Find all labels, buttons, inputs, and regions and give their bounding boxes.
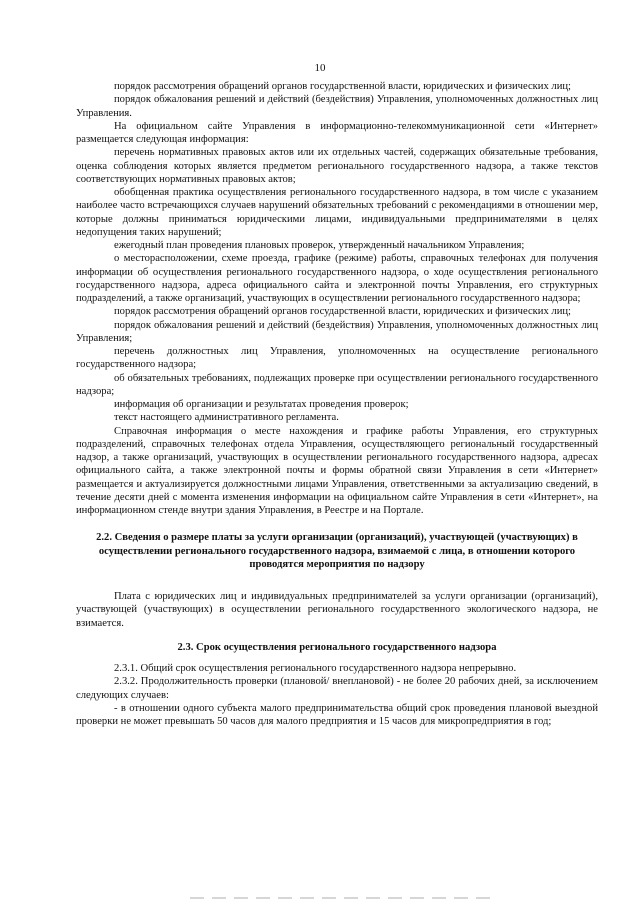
section-heading-2-3: 2.3. Срок осуществления регионального государственного надзора	[177, 641, 497, 653]
paragraph: порядок обжалования решений и действий (бездействия) Управления, уполномоченных должностных лиц Управления;	[76, 319, 598, 344]
paragraph: На официальном сайте Управления в информационно-телекоммуникационной сети «Интернет» размещается следующая информация:	[76, 120, 598, 145]
paragraph: об обязательных требованиях, подлежащих проверке при осуществлении регионального государственного надзора;	[76, 372, 598, 397]
paragraph: перечень нормативных правовых актов или их отдельных частей, содержащих обязательные требования, оценка соблюдения которых является предметом регионального государственного надзора, а также текстов соответствующих нормативных правовых актов;	[76, 147, 598, 185]
paragraph: информация об организации и результатах проведения проверок;	[114, 399, 409, 410]
paragraph: 2.3.1. Общий срок осуществления регионального государственного надзора непрерывно.	[114, 663, 517, 674]
paragraph: 2.3.2. Продолжительность проверки (плановой/ внеплановой) - не более 20 рабочих дней, за исключением следующих случаев:	[76, 676, 598, 701]
paragraph: порядок обжалования решений и действий (бездействия) Управления, уполномоченных должностных лиц Управления.	[76, 94, 598, 119]
document-body	[76, 80, 598, 728]
paragraph: перечень должностных лиц Управления, уполномоченных на осуществление регионального государственного надзора;	[76, 346, 598, 371]
paragraph: ежегодный план проведения плановых проверок, утвержденный начальником Управления;	[114, 240, 525, 251]
paragraph: порядок рассмотрения обращений органов государственной власти, юридических и физических лиц;	[114, 81, 571, 92]
scan-artifact	[190, 897, 490, 899]
paragraph: Плата с юридических лиц и индивидуальных предпринимателей за услуги организации (организаций), участвующей (участвующих) в осуществлении регионального государственного экологического надзора, не взимается.	[76, 591, 598, 629]
paragraph: о месторасположении, схеме проезда, графике (режиме) работы, справочных телефонах для получения информации об осуществления регионального государственного надзора, о ходе осуществления регионального государственного надзора, адреса официального сайта и электронной почты Управления, его структурных подразделений, а также организаций, участвующих в осуществлении регионального государственного надзора;	[76, 253, 598, 304]
section-heading-2-2: 2.2. Сведения о размере платы за услуги организации (организаций), участвующей (участвующих) в осуществлении регионального государственного надзора, взимаемой с лица, в отношении которого проводятся мероприятия по надзору	[96, 532, 578, 570]
paragraph: - в отношении одного субъекта малого предпринимательства общий срок проведения плановой выездной проверки не может превышать 50 часов для малого предприятия и 15 часов для микропредприятия в год;	[76, 702, 598, 727]
paragraph: текст настоящего административного регламента.	[114, 412, 339, 424]
paragraph: порядок рассмотрения обращений органов государственной власти, юридических и физических лиц;	[114, 306, 571, 318]
paragraph: обобщенная практика осуществления регионального государственного надзора, в том числе с указанием наиболее часто встречающихся случаев нарушений обязательных требований с рекомендациями в отношении мер, которые должны приниматься юридическими лицами, индивидуальными предпринимателями в целях недопущения таких нарушений;	[76, 187, 598, 238]
paragraph: Справочная информация о месте нахождения и графике работы Управления, его структурных подразделений, справочных телефонах отдела Управления, осуществляющего региональный государственный надзор, а также организаций, участвующих в осуществлении регионального государственного надзора, адресах официального сайта, а также электронной почты и формы обратной связи Управления в сети «Интернет» размещается и актуализируется должностными лицами Управления, ответственными за актуализацию сведений, в течение десяти дней с момента изменения информации на официальном сайте Управления в сети «Интернет», на информационном стенде внутри здания Управления, в Реестре и на Портале.	[76, 425, 598, 516]
page-number: 10	[314, 62, 326, 74]
